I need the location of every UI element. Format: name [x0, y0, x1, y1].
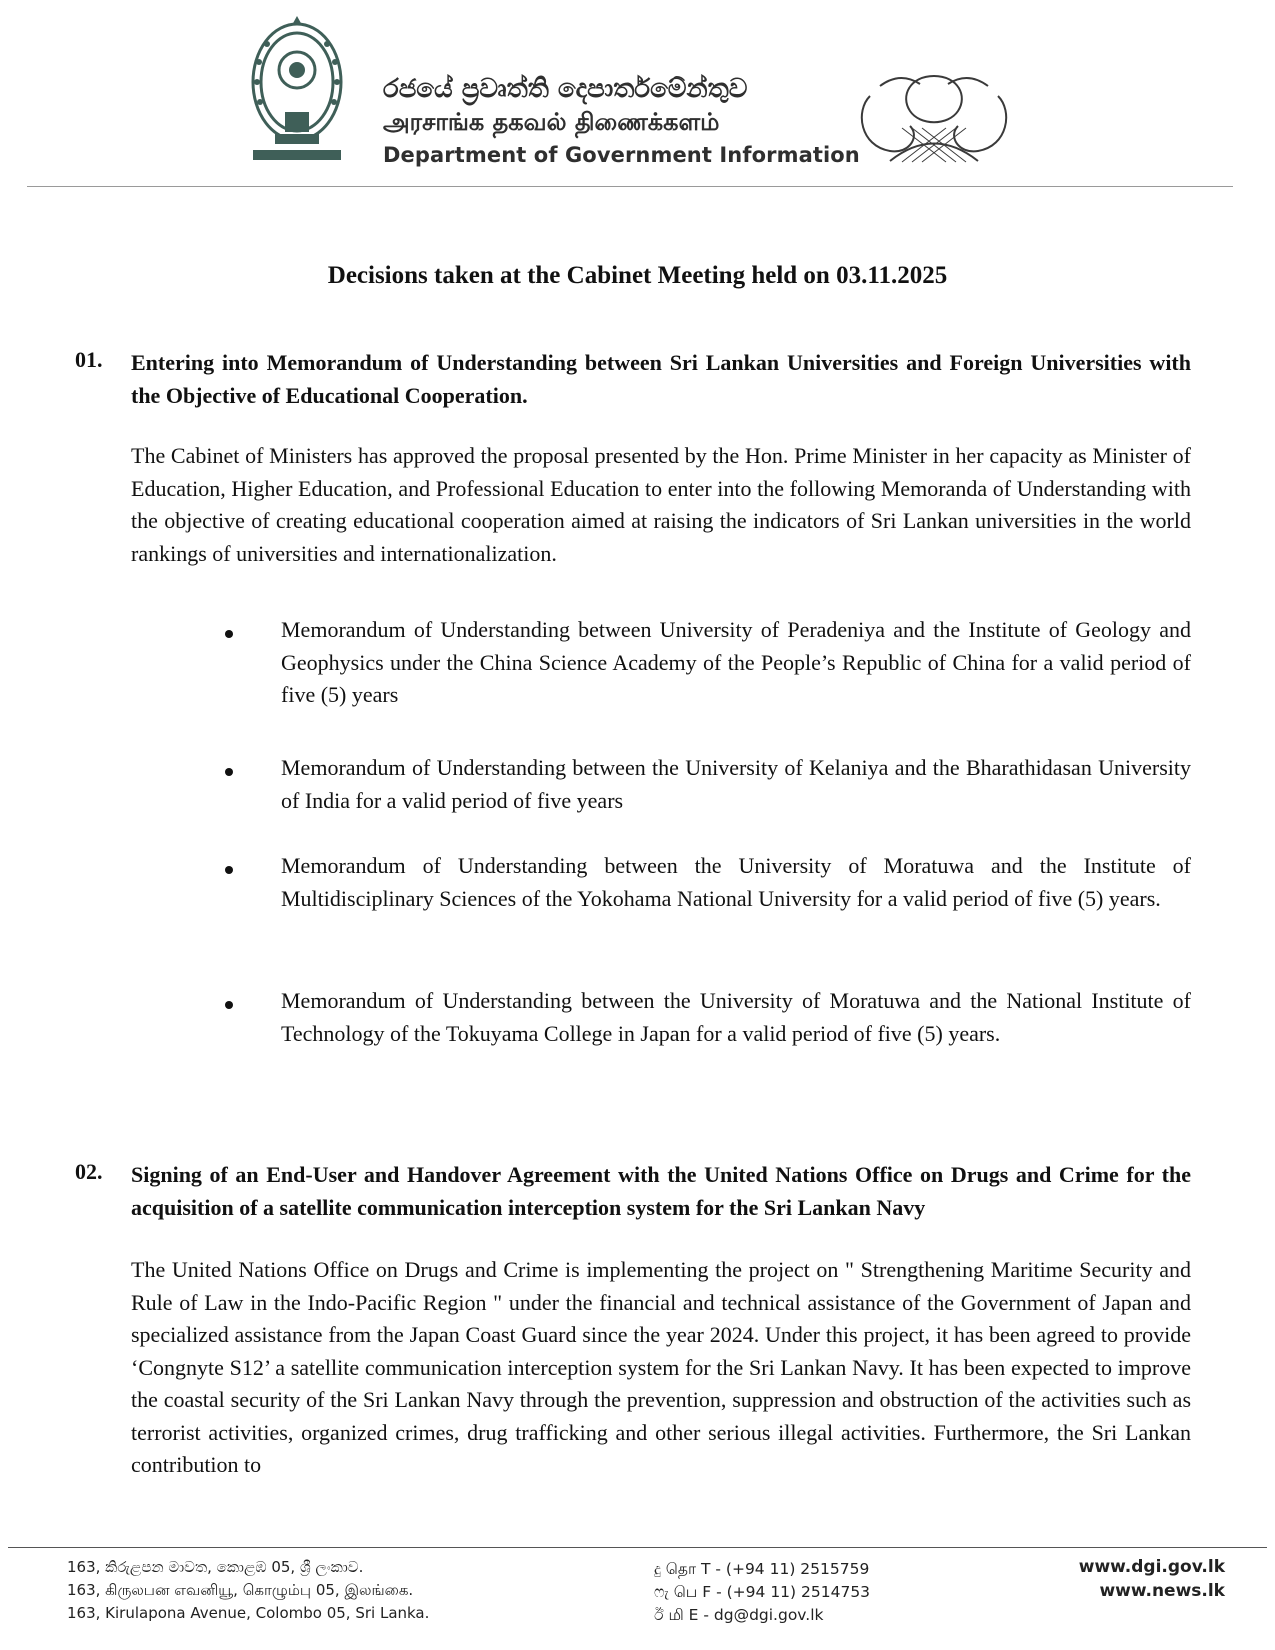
- email-address: ඊ மி E - dg@dgi.gov.lk: [654, 1606, 824, 1624]
- section-paragraph: The United Nations Office on Drugs and Crime is implementing the project on " Strengthening Maritime Security and Rule of Law in the Indo-Pacific Region " under the financial and technical assistance of the Government of Japan and specialized assistance from the Japan Coast Guard since the year 2024. Under this project, it has been agreed to provide ‘Congnyte S12’ a satellite communication interception system for the Sri Lankan Navy. It has been expected to improve the coastal security of the Sri Lankan Navy through the prevention, suppression and obstruction of the activities such as terrorist activities, organized crimes, drug trafficking and other serious illegal activities. Furthermore, the Sri Lankan contribution to: [131, 1257, 1191, 1477]
- bullet-icon: [225, 630, 233, 638]
- list-item: Memorandum of Understanding between the University of Kelaniya and the Bharathidasan University of India for a valid period of five years: [281, 755, 1191, 813]
- section-number: 01.: [75, 347, 103, 372]
- sri-lanka-emblem-icon: [245, 12, 349, 170]
- document-title: Decisions taken at the Cabinet Meeting held on 03.11.2025: [327, 262, 948, 289]
- website-link-dgi[interactable]: www.dgi.gov.lk: [1078, 1557, 1225, 1577]
- bullet-icon: [225, 1001, 233, 1009]
- section-heading: Signing of an End-User and Handover Agreement with the United Nations Office on Drugs and Crime for the acquisition of a satellite communication interception system for the Sri Lankan Navy: [131, 1162, 1191, 1220]
- list-item: Memorandum of Understanding between the University of Moratuwa and the National Institute of Technology of the Tokuyama College in Japan for a valid period of five (5) years.: [281, 988, 1191, 1046]
- section-heading: Entering into Memorandum of Understanding between Sri Lankan Universities and Foreign Universities with the Objective of Educational Cooperation.: [131, 350, 1191, 408]
- website-link-news[interactable]: www.news.lk: [1099, 1581, 1225, 1601]
- footer-divider: [8, 1547, 1267, 1548]
- address-tamil: 163, கிருலபன எவனியூ, கொழும்பு 05, இலங்கை.: [67, 1581, 414, 1599]
- list-item: Memorandum of Understanding between the University of Moratuwa and the Institute of Multidisciplinary Sciences of the Yokohama National University for a valid period of five (5) years.: [281, 853, 1191, 911]
- bullet-icon: [225, 768, 233, 776]
- bullet-icon: [225, 866, 233, 874]
- list-item: Memorandum of Understanding between University of Peradeniya and the Institute of Geology and Geophysics under the China Science Academy of the People’s Republic of China for a valid period of five (5) years: [281, 617, 1191, 707]
- address-english: 163, Kirulapona Avenue, Colombo 05, Sri Lanka.: [67, 1604, 430, 1622]
- section-paragraph: The Cabinet of Ministers has approved the proposal presented by the Hon. Prime Minister in her capacity as Minister of Education, Higher Education, and Professional Education to enter into the following Memoranda of Understanding with the objective of creating educational cooperation aimed at raising the indicators of Sri Lankan universities in the world rankings of universities and internationalization.: [131, 443, 1191, 566]
- department-name-english: Department of Government Information: [383, 143, 860, 167]
- header-divider: [27, 186, 1233, 187]
- fax-number: ෆැ பெ F - (+94 11) 2514753: [654, 1583, 871, 1601]
- department-ornament-icon: [850, 66, 1018, 174]
- phone-number: දු தொ T - (+94 11) 2515759: [654, 1560, 870, 1578]
- department-name-sinhala: රජයේ ප්‍රවෘත්ති දෙපාර්තමේන්තුව: [383, 74, 748, 104]
- address-sinhala: 163, කිරුළපන මාවත, කොළඹ 05, ශ්‍රී ලංකාව.: [67, 1558, 364, 1576]
- section-number: 02.: [75, 1159, 103, 1184]
- department-name-tamil: அரசாங்க தகவல் திணைக்களம்: [383, 108, 720, 136]
